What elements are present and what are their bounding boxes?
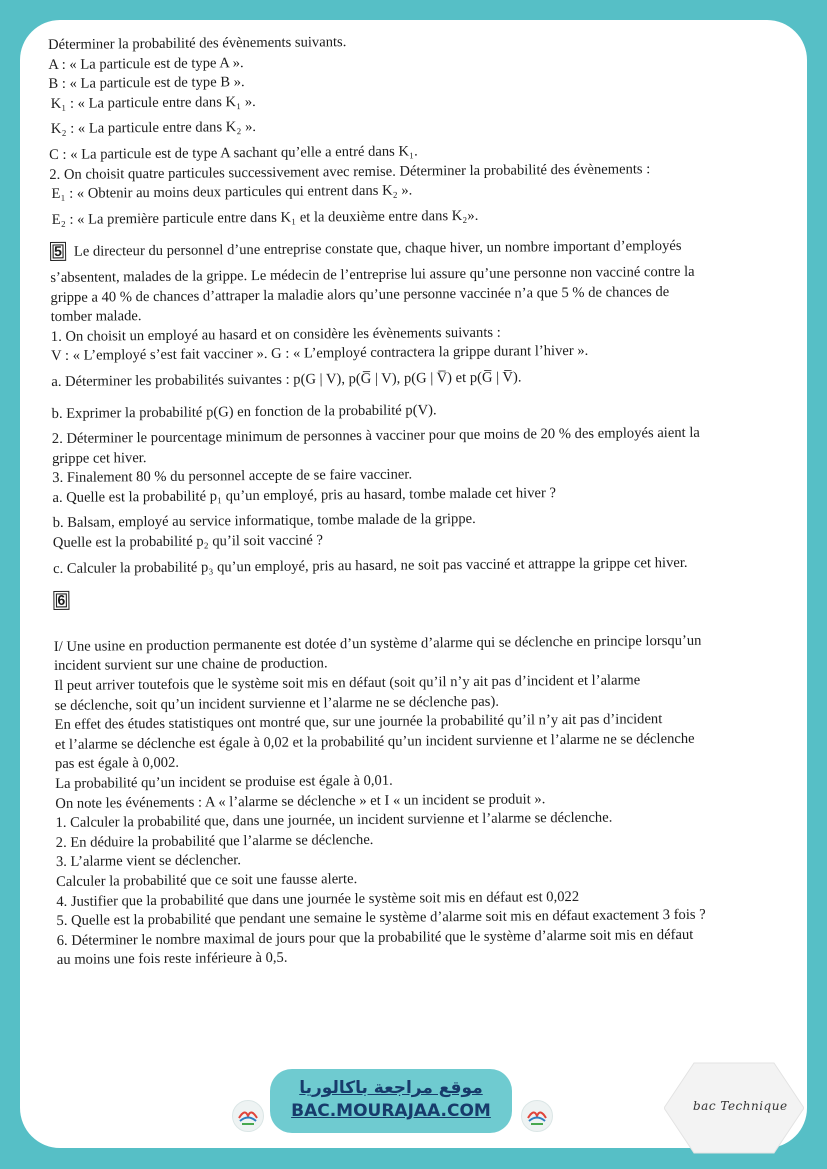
badge-label: bac Technique <box>693 1099 788 1113</box>
exercise-6-q2: 2. En déduire la probabilité que l’alarme se déclenche. <box>55 831 374 851</box>
exercise-6-line-1: I/ Une usine en production permanente est dotée d’un système d’alarme qui se déclenche en principe lorsqu’un <box>53 632 702 655</box>
event-e1: E₁ : « Obtenir au moins deux particules qui entrent dans K₂ ». <box>51 182 413 203</box>
exercise-5-q2-cont: grippe cet hiver. <box>51 449 147 467</box>
exercise-5-q1: 1. On choisit un employé au hasard et on considère les évènements suivants : <box>50 324 501 345</box>
site-logo-icon-right <box>521 1100 553 1132</box>
exercise-6-q3: 3. L’alarme vient se déclencher. <box>55 852 242 871</box>
exercise-5-q3c: c. Calculer la probabilité p₃ qu’un employé, pris au hasard, ne soit pas vacciné et attrappe la grippe cet hiver. <box>53 554 688 577</box>
exercise-5-line-4: tomber malade. <box>50 308 142 326</box>
exercise-5-line-2: s’absentent, malades de la grippe. Le médecin de l’entreprise lui assure qu’une personne non vacciné contre la <box>50 263 695 286</box>
exercise-6-line-5: En effet des études statistiques ont montré que, sur une journée la probabilité qu’il n’y ait pas d’incident <box>54 711 663 734</box>
exercise-5-line-1: Le directeur du personnel d’une entreprise constate que, chaque hiver, un nombre important d’employés <box>73 238 682 261</box>
exercise-5-q3a: a. Quelle est la probabilité p₁ qu’un employé, pris au hasard, tombe malade cet hiver ? <box>52 485 557 506</box>
exercise-6-q1: 1. Calculer la probabilité que, dans une journée, un incident survienne et l’alarme se déclenche. <box>55 809 613 832</box>
exercise-5-q2: 2. Déterminer le pourcentage minimum de personnes à vacciner pour que moins de 20 % des employés aient la <box>51 424 700 448</box>
exercise-6-line-4: se déclenche, soit qu’un incident survienne et l’alarme ne se déclenche pas). <box>54 693 500 714</box>
event-a: A : « La particule est de type A ». <box>48 54 244 73</box>
event-e2: E₂ : « La première particule entre dans K₁ et la deuxième entre dans K₂». <box>51 207 479 228</box>
exercise-5-q1a: a. Déterminer les probabilités suivantes : p(G | V), p(G̅ | V), p(G | V̅) et p(G̅ | V̅). <box>51 369 522 390</box>
exercise-5-q3b: b. Balsam, employé au service informatique, tombe malade de la grippe. <box>52 511 476 532</box>
exercise-5-line-3: grippe a 40 % de chances d’attraper la maladie alors qu’une personne vaccinée n’a que 5 % de chances de <box>50 283 670 306</box>
exercise-5-q3b-cont: Quelle est la probabilité p₂ qu’il soit vacciné ? <box>52 532 324 552</box>
exercise-6-line-3: Il peut arriver toutefois que le système soit mis en défaut (soit qu’il n’y ait pas d’incident et l’alarme <box>54 672 641 695</box>
site-link[interactable]: BAC.MOURAJAA.COM <box>291 1101 491 1121</box>
exercise-6-number: 6 <box>53 591 69 610</box>
question-2: 2. On choisit quatre particules successivement avec remise. Déterminer la probabilité des évènements : <box>49 160 651 183</box>
exercise-6-line-8: La probabilité qu’un incident se produise est égale à 0,01. <box>55 772 393 792</box>
intro-line: Déterminer la probabilité des évènements suivants. <box>48 34 347 53</box>
exercise-6-q4: 4. Justifier que la probabilité que dans une journée le système soit mis en défaut est 0,022 <box>56 888 580 910</box>
event-k2: K₂ : « La particule entre dans K₂ ». <box>50 119 257 138</box>
document-page <box>20 20 807 1148</box>
exercise-6-q6-cont: au moins une fois reste inférieure à 0,5. <box>56 950 288 969</box>
exercise-5-q1b: b. Exprimer la probabilité p(G) en fonction de la probabilité p(V). <box>51 401 437 422</box>
exercise-6-line-9: On note les événements : A « l’alarme se déclenche » et I « un incident se produit ». <box>55 790 546 812</box>
exercise-6-line-6: et l’alarme se déclenche est égale à 0,02 et la probabilité qu’un incident survienne et l’alarme ne se déclenche <box>54 730 695 753</box>
exercise-6-q3-cont: Calculer la probabilité que ce soit une fausse alerte. <box>56 871 358 890</box>
exercise-5-number: 5 <box>50 242 66 261</box>
document-text <box>48 29 789 971</box>
site-arabic-title[interactable]: موقع مراجعة باكالوريا <box>299 1078 483 1098</box>
event-k1: K₁ : « La particule entre dans K₁ ». <box>50 93 256 112</box>
exercise-6-q5: 5. Quelle est la probabilité que pendant une semaine le système d’alarme soit mis en défaut exactement 3 fois ? <box>56 906 706 930</box>
site-logo-icon-left <box>232 1100 264 1132</box>
exercise-6-line-2: incident survient sur une chaine de production. <box>53 655 328 675</box>
event-b: B : « La particule est de type B ». <box>48 74 245 93</box>
exercise-5-q3: 3. Finalement 80 % du personnel accepte de se faire vacciner. <box>52 466 413 487</box>
exercise-6-q6: 6. Déterminer le nombre maximal de jours pour que la probabilité que le système d’alarme soit mis en défaut <box>56 926 694 949</box>
event-c: C : « La particule est de type A sachant qu’elle a entré dans K₁. <box>49 143 418 163</box>
exercise-6-line-7: pas est égale à 0,002. <box>54 755 180 773</box>
exercise-5-events: V : « L’employé s’est fait vacciner ». G : « L’employé contractera la grippe durant l’hiver ». <box>50 343 589 365</box>
site-banner[interactable] <box>270 1069 512 1133</box>
